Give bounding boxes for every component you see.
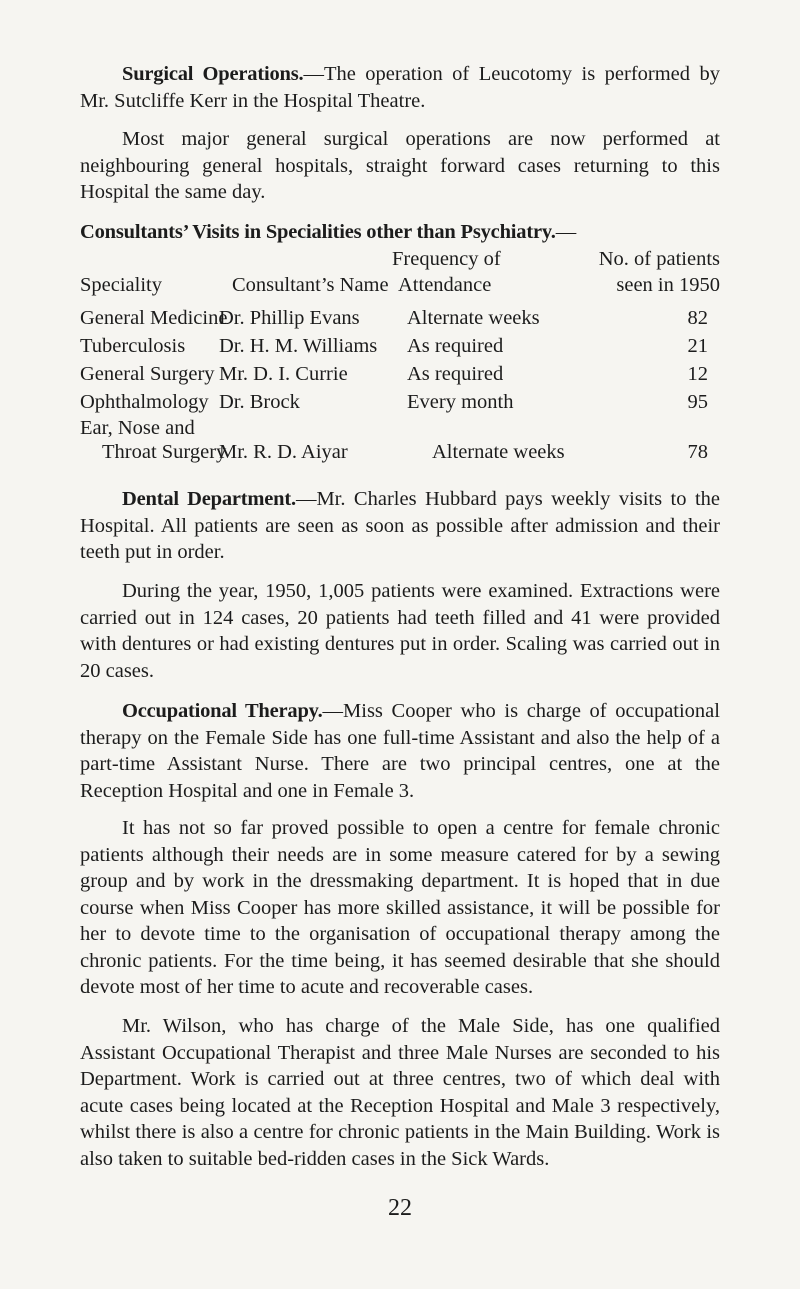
row-speciality: General Medicine <box>80 307 228 329</box>
row-frequency: As required <box>407 363 504 385</box>
consultants-heading-line <box>80 219 720 246</box>
consultants-heading-dash: — <box>555 221 577 243</box>
dental-department-paragraph <box>80 486 720 566</box>
table-row <box>80 333 720 360</box>
consultants-table-header <box>80 246 720 300</box>
row-patients: 95 <box>687 391 708 413</box>
row-speciality: Tuberculosis <box>80 335 186 357</box>
surgical-operations-paragraph <box>80 61 720 114</box>
row-patients: 78 <box>687 441 708 463</box>
header-frequency: Attendance <box>398 274 492 296</box>
header-frequency-top: Frequency of <box>392 248 501 270</box>
dental-department-paragraph-2: During the year, 1950, 1,005 patients were examined. Extractions were carried out in 124 cases, 20 patients had teeth filled and 41 were provided with dentures or had existing dentures put in order. Scaling was carried out in 20 cases. <box>80 580 720 682</box>
row-frequency: As required <box>407 335 504 357</box>
occupational-therapy-heading: Occupational Therapy. <box>122 700 323 722</box>
header-speciality: Speciality <box>80 274 162 296</box>
occupational-therapy-paragraph <box>80 698 720 804</box>
table-row <box>80 415 720 469</box>
row-speciality: Ophthalmology <box>80 391 209 413</box>
surgical-operations-text: —The operation of Leucotomy is performed by Mr. Sutcliffe Kerr in the Hospital Theatre. <box>80 63 720 112</box>
row-patients: 82 <box>687 307 708 329</box>
consultants-heading: Consultants’ Visits in Specialities other than Psychiatry. <box>80 221 556 243</box>
table-row <box>80 389 720 416</box>
surgical-operations-paragraph-2: Most major general surgical operations are now performed at neighbouring general hospitals, straight forward cases returning to this Hospital the same day. <box>80 128 720 203</box>
header-patients: seen in 1950 <box>616 274 720 296</box>
dental-department-heading: Dental Department. <box>122 488 296 510</box>
occupational-therapy-paragraph-3: Mr. Wilson, who has charge of the Male Side, has one qualified Assistant Occupational Therapist and three Male Nurses are seconded to his Department. Work is carried out at three centres, two of which deal with acute cases being located at the Reception Hospital and Male 3 respectively, whilst there is also a centre for chronic patients in the Main Building. Work is also taken to suitable bed-ridden cases in the Sick Wards. <box>80 1015 720 1170</box>
row-speciality: General Surgery <box>80 363 215 385</box>
row-patients: 21 <box>687 335 708 357</box>
occupational-therapy-paragraph-2: It has not so far proved possible to open a centre for female chronic patients although their needs are in some measure catered for by a sewing group and by work in the dressmaking department. It is hoped that in due course when Miss Cooper has more skilled assistance, it will be possible for her to devote time to the organisation of occupational therapy among the chronic patients. For the time being, it has seemed desirable that she should devote most of her time to acute and recoverable cases. <box>80 817 720 998</box>
row-consultant-name: Dr. Brock <box>219 391 300 413</box>
row-speciality-continued: Throat Surgery <box>102 441 227 463</box>
row-consultant-name: Mr. R. D. Aiyar <box>219 441 348 463</box>
row-patients: 12 <box>687 363 708 385</box>
header-patients-top: No. of patients <box>598 248 720 270</box>
table-row <box>80 361 720 388</box>
row-frequency: Alternate weeks <box>432 441 565 463</box>
row-consultant-name: Dr. Phillip Evans <box>219 307 360 329</box>
table-row <box>80 305 720 332</box>
row-speciality: Ear, Nose and <box>80 417 195 439</box>
row-frequency: Alternate weeks <box>407 307 540 329</box>
row-consultant-name: Mr. D. I. Currie <box>219 363 348 385</box>
dental-department-text: —Mr. Charles Hubbard pays weekly visits to the Hospital. All patients are seen as soon as possible after admission and their teeth put in order. <box>80 488 720 563</box>
occupational-therapy-text: —Miss Cooper who is charge of occupational therapy on the Female Side has one full-time Assistant and also the help of a part-time Assistant Nurse. There are two principal centres, one at the Reception Hospital and one in Female 3. <box>80 700 720 802</box>
surgical-operations-heading: Surgical Operations. <box>122 63 304 85</box>
row-consultant-name: Dr. H. M. Williams <box>219 335 378 357</box>
header-consultant-name: Consultant’s Name <box>232 274 389 296</box>
row-frequency: Every month <box>407 391 514 413</box>
page-number: 22 <box>388 1195 412 1221</box>
